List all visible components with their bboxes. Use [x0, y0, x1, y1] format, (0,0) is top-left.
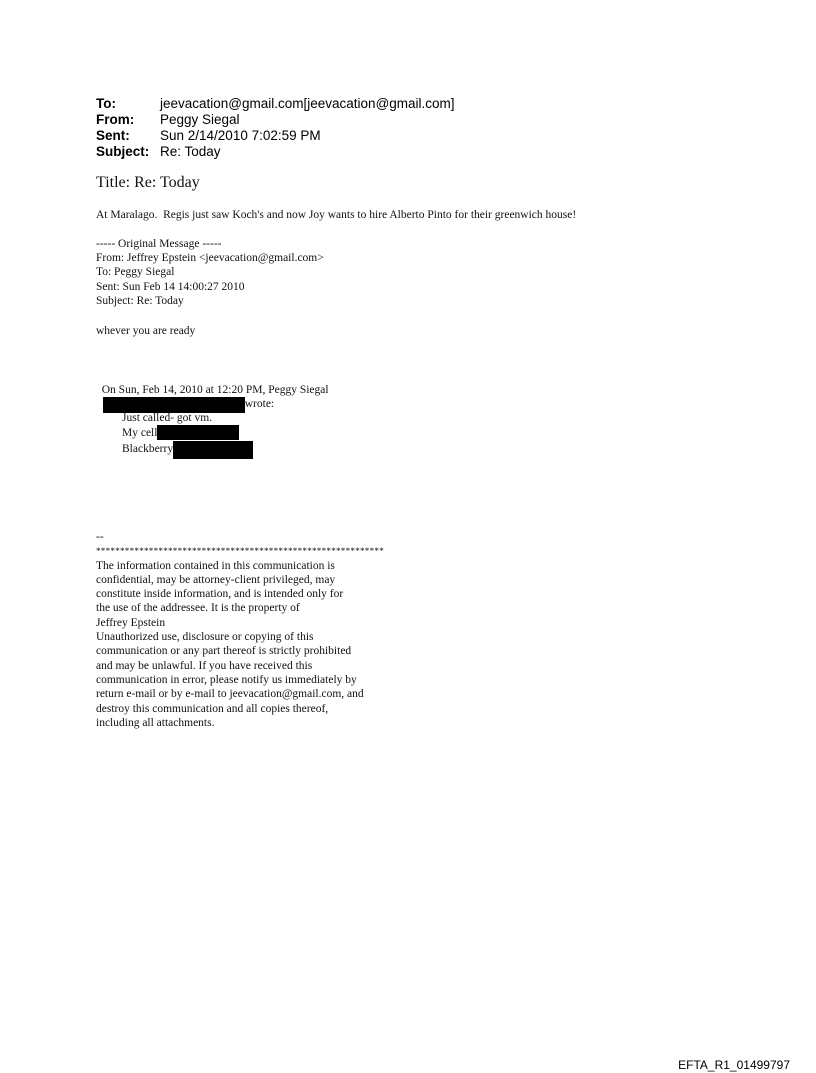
disclaimer-line: including all attachments. — [96, 716, 215, 729]
quote-intro-start: On Sun, Feb 14, 2010 at 12:20 PM, Peggy Siegal — [101, 383, 329, 396]
disclaimer — [96, 530, 384, 730]
disclaimer-line: return e-mail or by e-mail to jeevacation@gmail.com, and — [96, 688, 364, 701]
disclaimer-line: confidential, may be attorney-client privileged, may — [96, 573, 336, 586]
cell-label: My cell — [122, 427, 158, 439]
original-subject: Subject: Re: Today — [96, 295, 184, 307]
disclaimer-stars: ************************************************************ — [96, 546, 384, 557]
disclaimer-line: constitute inside information, and is intended only for — [96, 588, 344, 601]
original-sent: Sent: Sun Feb 14 14:00:27 2010 — [96, 281, 245, 293]
subject-value: Re: Today — [160, 144, 221, 159]
to-row — [96, 96, 455, 112]
original-from: From: Jeffrey Epstein <jeevacation@gmail.com> — [96, 252, 324, 264]
subject-row — [96, 144, 455, 160]
original-message-header: ----- Original Message ----- — [96, 238, 222, 250]
original-to: To: Peggy Siegal — [96, 266, 175, 278]
reply-text: At Maralago. Regis just saw Koch's and now Joy wants to hire Alberto Pinto for their greenwich house! — [96, 209, 577, 221]
redaction-block — [157, 425, 239, 440]
disclaimer-line: and may be unlawful. If you have received this — [96, 659, 313, 672]
original-text: whever you are ready — [96, 325, 196, 337]
redaction-block — [173, 441, 253, 459]
sent-row — [96, 128, 455, 144]
disclaimer-line: the use of the addressee. It is the property of — [96, 602, 300, 615]
quote-intro-end: wrote: — [244, 398, 275, 410]
quote-line-3 — [122, 441, 253, 459]
quote-intro — [96, 368, 329, 413]
document-id: EFTA_R1_01499797 — [678, 1058, 790, 1072]
disclaimer-line: communication in error, please notify us immediately by — [96, 673, 357, 686]
quote-line-1: Just called- got vm. — [122, 412, 213, 424]
quote-line-2 — [122, 425, 239, 441]
disclaimer-line: The information contained in this communication is — [96, 559, 335, 572]
disclaimer-line: destroy this communication and all copies thereof, — [96, 702, 329, 715]
disclaimer-line: Jeffrey Epstein — [96, 616, 166, 629]
subject-label: Subject: — [96, 144, 150, 159]
sent-value: Sun 2/14/2010 7:02:59 PM — [160, 128, 321, 143]
blackberry-label: Blackberry — [122, 443, 174, 455]
from-label: From: — [96, 112, 135, 127]
sent-label: Sent: — [96, 128, 130, 143]
email-header — [96, 96, 455, 160]
disclaimer-dashes: -- — [96, 531, 104, 543]
from-row — [96, 112, 455, 128]
document-title: Title: Re: Today — [96, 174, 200, 191]
to-value: jeevacation@gmail.com[jeevacation@gmail.com] — [160, 96, 455, 111]
disclaimer-line: Unauthorized use, disclosure or copying of this — [96, 631, 314, 644]
disclaimer-line: communication or any part thereof is strictly prohibited — [96, 645, 352, 658]
from-value: Peggy Siegal — [160, 112, 240, 127]
to-label: To: — [96, 96, 116, 111]
